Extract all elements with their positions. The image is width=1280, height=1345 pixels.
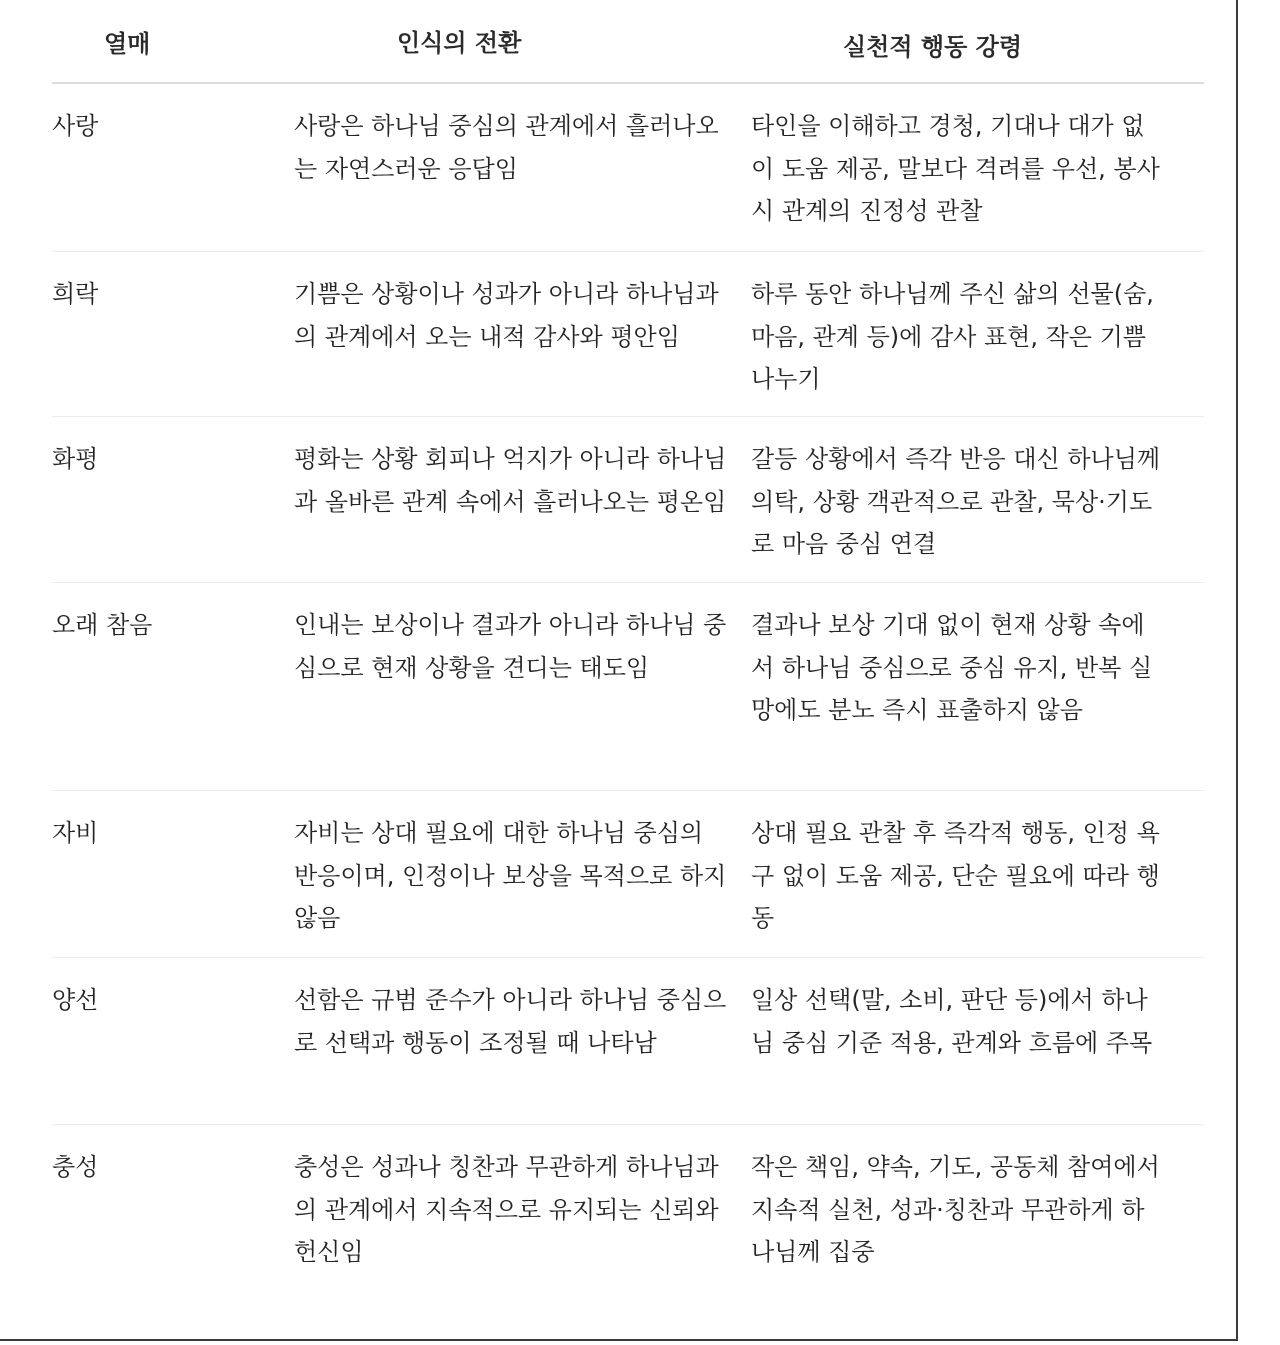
shift-cell: 사랑은 하나님 중심의 관계에서 흘러나오는 자연스러운 응답임	[294, 83, 751, 252]
fruit-cell: 자비	[52, 791, 294, 958]
header-fruit: 열매	[52, 0, 294, 83]
action-cell: 하루 동안 하나님께 주신 삶의 선물(숨, 마음, 관계 등)에 감사 표현, 작은 기쁨 나누기	[751, 252, 1204, 417]
shift-cell: 선함은 규범 준수가 아니라 하나님 중심으로 선택과 행동이 조정될 때 나타남	[294, 958, 751, 1125]
shift-cell: 충성은 성과나 칭찬과 무관하게 하나님과의 관계에서 지속적으로 유지되는 신뢰와 헌신임	[294, 1153, 719, 1266]
fruit-cell: 충성	[52, 1153, 99, 1181]
fruits-table	[52, 0, 1204, 1292]
fruit-cell: 희락	[52, 252, 294, 417]
shift-cell: 자비는 상대 필요에 대한 하나님 중심의 반응이며, 인정이나 보상을 목적으로 하지 않음	[294, 791, 751, 958]
action-cell: 작은 책임, 약속, 기도, 공동체 참여에서 지속적 실천, 성과·칭찬과 무관하게 하나님께 집중	[751, 1153, 1160, 1266]
shift-cell: 기쁨은 상황이나 성과가 아니라 하나님과의 관계에서 오는 내적 감사와 평안임	[294, 252, 751, 417]
table-row	[52, 583, 1204, 791]
action-cell: 갈등 상황에서 즉각 반응 대신 하나님께 의탁, 상황 객관적으로 관찰, 묵상·기도로 마음 중심 연결	[751, 417, 1204, 583]
table-row	[52, 791, 1204, 958]
fruit-cell: 오래 참음	[52, 583, 294, 791]
table-row	[52, 83, 1204, 252]
action-cell: 일상 선택(말, 소비, 판단 등)에서 하나님 중심 기준 적용, 관계와 흐름에 주목	[751, 958, 1204, 1125]
header-action: 실천적 행동 강령	[751, 0, 1204, 83]
action-cell: 결과나 보상 기대 없이 현재 상황 속에서 하나님 중심으로 중심 유지, 반복 실망에도 분노 즉시 표출하지 않음	[751, 583, 1204, 791]
action-cell: 상대 필요 관찰 후 즉각적 행동, 인정 욕구 없이 도움 제공, 단순 필요에 따라 행동	[751, 791, 1204, 958]
action-cell: 타인을 이해하고 경청, 기대나 대가 없이 도움 제공, 말보다 격려를 우선, 봉사 시 관계의 진정성 관찰	[751, 83, 1204, 252]
shift-cell: 평화는 상황 회피나 억지가 아니라 하나님과 올바른 관계 속에서 흘러나오는 평온임	[294, 417, 751, 583]
shift-cell: 인내는 보상이나 결과가 아니라 하나님 중심으로 현재 상황을 견디는 태도임	[294, 583, 751, 791]
table-row	[52, 1125, 1204, 1293]
fruit-cell: 양선	[52, 958, 294, 1125]
header-shift: 인식의 전환	[294, 0, 751, 83]
table-row	[52, 958, 1204, 1125]
table-row	[52, 417, 1204, 583]
table-row	[52, 252, 1204, 417]
table-header-row	[52, 0, 1204, 83]
fruit-cell: 화평	[52, 417, 294, 583]
fruit-cell: 사랑	[52, 83, 294, 252]
